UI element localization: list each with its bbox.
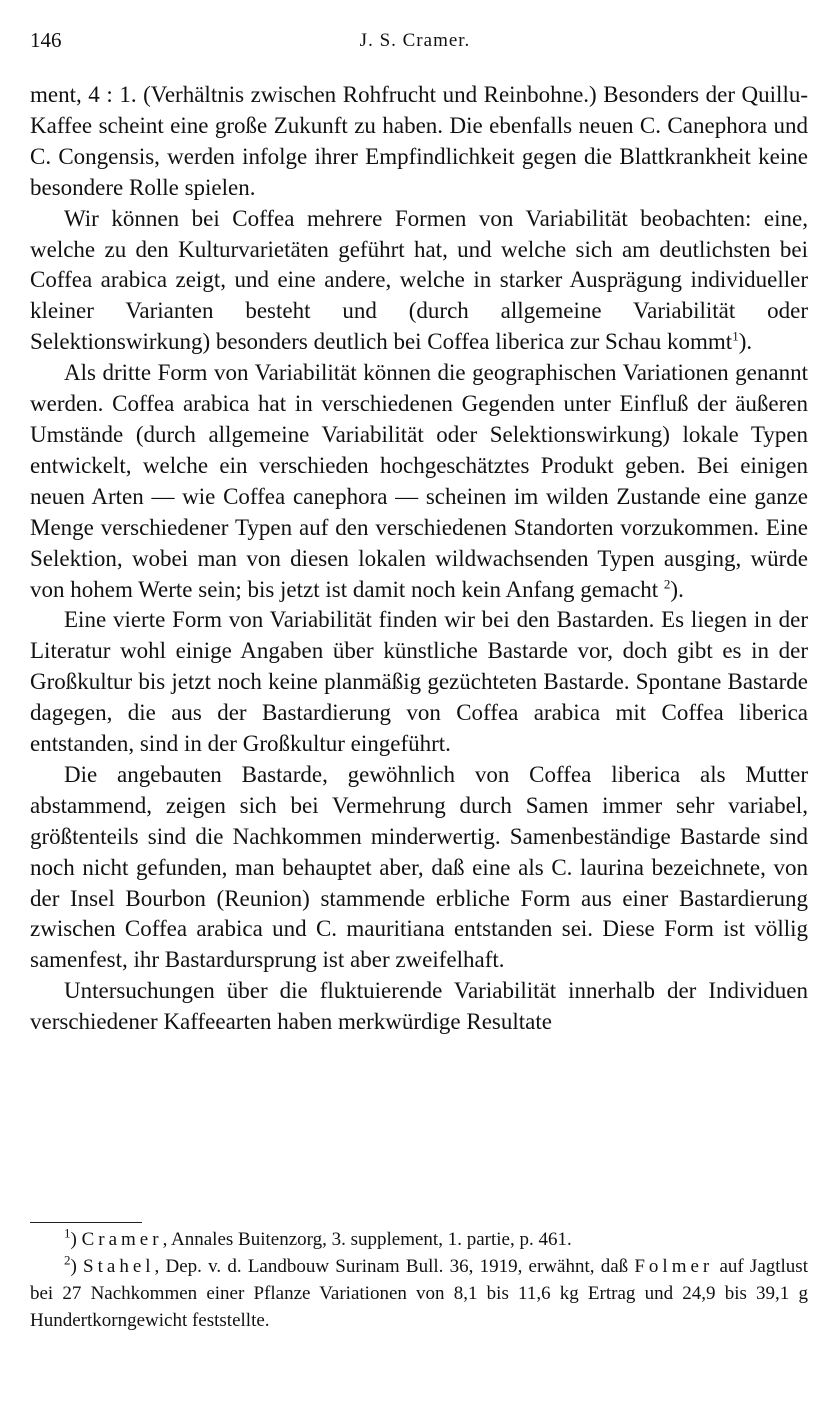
footnote-ref[interactable]: 2	[663, 575, 671, 591]
paragraph-tail: ).	[670, 576, 684, 602]
footnote-mark: 1	[64, 1225, 71, 1241]
paragraph	[30, 976, 808, 1038]
paragraph	[30, 760, 808, 976]
paragraph-text: Die angebauten Bastarde, gewöhnlich von Coffea liberica als Mutter abstammend, zeigen sich bei Vermehrung durch Samen immer sehr variabel, größtenteils sind die Nachkommen minderwertig. Samenbeständige Bastarde sind noch nicht gefunden, man behauptet aber, daß eine als C. laurina bezeichnete, von der Insel Bourbon (Reunion) stammende erbliche Form aus einer Bastardierung zwischen Coffea arabica und C. mauritiana entstanden sei. Diese Form ist völlig samenfest, ihr Bastardursprung ist aber zweifelhaft.	[30, 761, 808, 973]
footnote-author: Stahel	[83, 1256, 155, 1277]
running-head: J. S. Cramer.	[359, 30, 471, 51]
footnote-author: Cramer	[81, 1229, 163, 1250]
paragraph	[30, 605, 808, 760]
footnote: $^1$) Cramer, Annales Buitenzorg, 3. supplement, 1. partie, p. 461.	[64, 1225, 572, 1250]
footnote-text: , Dep. v. d. Landbouw Surinam Bull. 36, 1919, erwähnt, daß	[154, 1256, 635, 1277]
paragraph-text: ment, 4 : 1. (Verhältnis zwischen Rohfrucht und Reinbohne.) Besonders der Quillu-Kaffee scheint eine große Zukunft zu haben. Die ebenfalls neuen C. Canephora und C. Congensis, werden infolge ihrer Empfindlichkeit gegen die Blattkrankheit keine besondere Rolle spielen.	[30, 82, 808, 200]
footnote-text: auf Jagtlust bei 27 Nachkommen einer Pflanze Variationen von 8,1 bis 11,6 kg Ertrag und 24,9 bis 39,1 g Hundertkorngewicht feststellte.	[30, 1256, 808, 1331]
body-text	[30, 80, 808, 1038]
paragraph	[30, 358, 808, 605]
footnote-ref[interactable]: 1	[732, 328, 739, 344]
footnote: $^2$) Stahel, Dep. v. d. Landbouw Surinam Bull. 36, 1919, erwähnt, daß Folmer auf Jagtlust bei 27 Nachkommen einer Pflanze Variationen von 8,1 bis 11,6 kg Ertrag und 24,9 bis 39,1 g Hundertkorngewicht feststellte.	[30, 1252, 808, 1331]
footnotes	[30, 1226, 808, 1334]
paragraph-text: Als dritte Form von Variabilität können die geographischen Variationen genannt werden. Coffea arabica hat in verschiedenen Gegenden unter Einfluß der äußeren Umstände (durch allgemeine Variabilität oder Selektionswirkung) lokale Typen entwickelt, welche ein verschieden hochgeschätztes Produkt geben. Bei einigen neuen Arten — wie Coffea canephora — scheinen im wilden Zustande eine ganze Menge verschiedener Typen auf den verschiedenen Standorten vorzukommen. Eine Selektion, wobei man von diesen lokalen wildwachsenden Typen ausging, würde von hohem Werte sein; bis jetzt ist damit noch kein Anfang gemacht	[30, 360, 808, 602]
footnote-divider	[30, 1222, 142, 1223]
footnote-text: , Annales Buitenzorg, 3. supplement, 1. partie, p. 461.	[162, 1229, 572, 1250]
footnote-author: Folmer	[634, 1256, 714, 1277]
paragraph-text: Wir können bei Coffea mehrere Formen von Variabilität beobachten: eine, welche zu den Kulturvarietäten geführt hat, und welche sich am deutlichsten bei Coffea arabica zeigt, und eine andere, welche in starker Ausprägung individueller kleiner Varianten besteht und (durch allgemeine Variabilität oder Selektionswirkung) besonders deutlich bei Coffea liberica zur Schau kommt	[30, 205, 808, 355]
paragraph	[30, 204, 808, 359]
footnote-mark: 2	[64, 1252, 71, 1268]
page-header	[30, 28, 800, 60]
paragraph-text: Untersuchungen über die fluktuierende Variabilität innerhalb der Individuen verschiedener Kaffeearten haben merkwürdige Resultate	[30, 978, 808, 1035]
paragraph	[30, 80, 808, 204]
page-number: 146	[30, 28, 62, 52]
paragraph-tail: ).	[738, 329, 753, 355]
paragraph-text: Eine vierte Form von Variabilität finden wir bei den Bastarden. Es liegen in der Literatur wohl einige Angaben über künstliche Bastarde vor, doch gibt es in der Großkultur bis jetzt noch keine planmäßig gezüchteten Bastarde. Spontane Bastarde dagegen, die aus der Bastardierung von Coffea arabica mit Coffea liberica entstanden, sind in der Großkultur eingeführt.	[30, 607, 808, 757]
